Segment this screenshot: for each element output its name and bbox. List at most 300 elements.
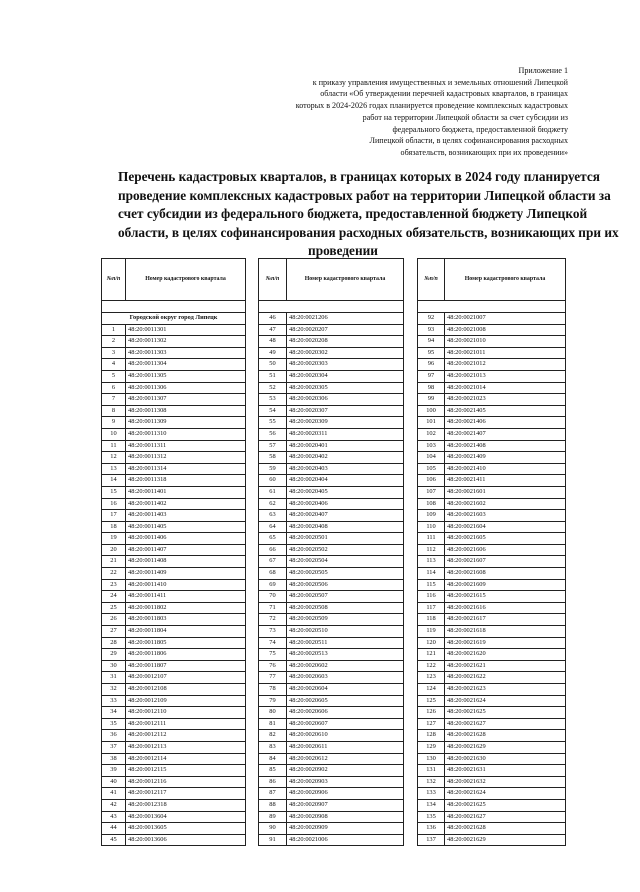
row-number: 51 bbox=[259, 370, 287, 382]
cadastral-quarter: 48:20:0021407 bbox=[445, 428, 566, 440]
table-row bbox=[418, 753, 566, 765]
table-row bbox=[418, 649, 566, 661]
table-row bbox=[418, 463, 566, 475]
cadastral-quarter: 48:20:0012111 bbox=[126, 718, 246, 730]
cadastral-quarter: 48:20:0012109 bbox=[126, 695, 246, 707]
header-quarter: Номер кадастрового квартала bbox=[287, 259, 404, 301]
table-row bbox=[102, 394, 246, 406]
row-number: 28 bbox=[102, 637, 126, 649]
cadastral-quarter: 48:20:0020605 bbox=[287, 695, 404, 707]
table-row bbox=[259, 440, 404, 452]
row-number: 42 bbox=[102, 799, 126, 811]
appendix-line: обязательств, возникающих при их проведении» bbox=[400, 147, 568, 157]
row-number: 110 bbox=[418, 521, 445, 533]
cadastral-quarter: 48:20:0021604 bbox=[445, 521, 566, 533]
cadastral-quarter: 48:20:0021632 bbox=[445, 776, 566, 788]
cadastral-quarter: 48:20:0020513 bbox=[287, 649, 404, 661]
row-number: 5 bbox=[102, 370, 126, 382]
cadastral-quarter: 48:20:0021023 bbox=[445, 394, 566, 406]
table-row bbox=[418, 556, 566, 568]
table-row bbox=[418, 695, 566, 707]
row-number: 122 bbox=[418, 660, 445, 672]
table-row bbox=[102, 741, 246, 753]
table-row bbox=[102, 510, 246, 522]
row-number: 121 bbox=[418, 649, 445, 661]
table-row bbox=[418, 394, 566, 406]
row-number: 31 bbox=[102, 672, 126, 684]
cadastral-quarter: 48:20:0020302 bbox=[287, 347, 404, 359]
row-number: 131 bbox=[418, 765, 445, 777]
table-row bbox=[102, 695, 246, 707]
cadastral-quarter: 48:20:0021605 bbox=[445, 533, 566, 545]
row-number: 11 bbox=[102, 440, 126, 452]
cadastral-quarter: 48:20:0020506 bbox=[287, 579, 404, 591]
table-row bbox=[102, 463, 246, 475]
table-row bbox=[102, 718, 246, 730]
cadastral-quarter: 48:20:0020607 bbox=[287, 718, 404, 730]
table-row bbox=[418, 359, 566, 371]
table-row bbox=[102, 591, 246, 603]
cadastral-quarter: 48:20:0020403 bbox=[287, 463, 404, 475]
row-number: 33 bbox=[102, 695, 126, 707]
table-row bbox=[259, 626, 404, 638]
cadastral-quarter: 48:20:0021406 bbox=[445, 417, 566, 429]
cadastral-quarter: 48:20:0021206 bbox=[287, 313, 404, 325]
table-row bbox=[418, 765, 566, 777]
cadastral-quarter: 48:20:0013605 bbox=[126, 823, 246, 835]
cadastral-quarter: 48:20:0020511 bbox=[287, 637, 404, 649]
table-header-row bbox=[418, 259, 566, 301]
table-row bbox=[259, 313, 404, 325]
table-row bbox=[418, 486, 566, 498]
title-line: счет субсидии из федерального бюджета, предоставленной бюджету Липецкой bbox=[118, 206, 588, 222]
table-row bbox=[259, 382, 404, 394]
row-number: 59 bbox=[259, 463, 287, 475]
cadastral-quarter: 48:20:0021631 bbox=[445, 765, 566, 777]
row-number: 14 bbox=[102, 475, 126, 487]
cadastral-quarter: 48:20:0020303 bbox=[287, 359, 404, 371]
table-row bbox=[418, 660, 566, 672]
table-row bbox=[259, 614, 404, 626]
cadastral-quarter: 48:20:0020309 bbox=[287, 417, 404, 429]
cadastral-quarter: 48:20:0011302 bbox=[126, 336, 246, 348]
table-row bbox=[418, 776, 566, 788]
title-line: проведении bbox=[308, 243, 378, 259]
table-row bbox=[418, 440, 566, 452]
cadastral-quarter: 48:20:0011802 bbox=[126, 602, 246, 614]
table-row bbox=[259, 684, 404, 696]
table-row bbox=[102, 765, 246, 777]
row-number: 127 bbox=[418, 718, 445, 730]
row-number: 90 bbox=[259, 823, 287, 835]
table-row bbox=[418, 428, 566, 440]
cadastral-quarter: 48:20:0021627 bbox=[445, 811, 566, 823]
cadastral-quarter: 48:20:0021620 bbox=[445, 649, 566, 661]
row-number: 25 bbox=[102, 602, 126, 614]
table-row bbox=[102, 579, 246, 591]
row-number: 91 bbox=[259, 834, 287, 846]
row-number: 29 bbox=[102, 649, 126, 661]
row-number: 111 bbox=[418, 533, 445, 545]
table-body bbox=[259, 259, 404, 846]
table-row bbox=[418, 452, 566, 464]
cadastral-quarter: 48:20:0011312 bbox=[126, 452, 246, 464]
table-row bbox=[102, 602, 246, 614]
cadastral-quarter: 48:20:0011305 bbox=[126, 370, 246, 382]
row-number: 44 bbox=[102, 823, 126, 835]
row-number: 86 bbox=[259, 776, 287, 788]
row-number: 9 bbox=[102, 417, 126, 429]
table-row bbox=[418, 811, 566, 823]
row-number: 47 bbox=[259, 324, 287, 336]
row-number: 43 bbox=[102, 811, 126, 823]
row-number: 61 bbox=[259, 486, 287, 498]
row-number: 137 bbox=[418, 834, 445, 846]
cadastral-quarter: 48:20:0021625 bbox=[445, 799, 566, 811]
title-line: Перечень кадастровых кварталов, в границах которых в 2024 году планируется bbox=[118, 169, 600, 184]
row-number: 60 bbox=[259, 475, 287, 487]
cadastral-quarter: 48:20:0021617 bbox=[445, 614, 566, 626]
cadastral-quarter: 48:20:0011307 bbox=[126, 394, 246, 406]
cadastral-quarter: 48:20:0013606 bbox=[126, 834, 246, 846]
table-row bbox=[418, 370, 566, 382]
row-number: 13 bbox=[102, 463, 126, 475]
cadastral-quarter: 48:20:0011406 bbox=[126, 533, 246, 545]
cadastral-quarter: 48:20:0021625 bbox=[445, 707, 566, 719]
table-row bbox=[259, 556, 404, 568]
cadastral-quarter: 48:20:0012110 bbox=[126, 707, 246, 719]
row-number: 37 bbox=[102, 741, 126, 753]
table-row bbox=[102, 405, 246, 417]
table-row bbox=[259, 823, 404, 835]
table-row bbox=[418, 568, 566, 580]
table-row bbox=[259, 428, 404, 440]
row-number: 84 bbox=[259, 753, 287, 765]
spacer-row bbox=[102, 301, 246, 313]
table-row bbox=[259, 336, 404, 348]
row-number: 112 bbox=[418, 544, 445, 556]
cadastral-quarter: 48:20:0021619 bbox=[445, 637, 566, 649]
cadastral-quarter: 48:20:0021603 bbox=[445, 510, 566, 522]
table-row bbox=[418, 544, 566, 556]
row-number: 34 bbox=[102, 707, 126, 719]
row-number: 95 bbox=[418, 347, 445, 359]
cadastral-quarter: 48:20:0012114 bbox=[126, 753, 246, 765]
table-row bbox=[102, 672, 246, 684]
table-row bbox=[418, 834, 566, 846]
row-number: 58 bbox=[259, 452, 287, 464]
table-row bbox=[102, 614, 246, 626]
row-number: 65 bbox=[259, 533, 287, 545]
table-row bbox=[102, 486, 246, 498]
row-number: 27 bbox=[102, 626, 126, 638]
table-row bbox=[102, 533, 246, 545]
table-row bbox=[418, 498, 566, 510]
table-row bbox=[102, 811, 246, 823]
row-number: 117 bbox=[418, 602, 445, 614]
row-number: 116 bbox=[418, 591, 445, 603]
table-row bbox=[102, 382, 246, 394]
cadastral-quarter: 48:20:0020404 bbox=[287, 475, 404, 487]
row-number: 78 bbox=[259, 684, 287, 696]
row-number: 23 bbox=[102, 579, 126, 591]
appendix-line: к приказу управления имущественных и земельных отношений Липецкой bbox=[312, 77, 568, 87]
table-row bbox=[418, 510, 566, 522]
cadastral-quarter: 48:20:0020508 bbox=[287, 602, 404, 614]
cadastral-quarter: 48:20:0021608 bbox=[445, 568, 566, 580]
table-row bbox=[259, 834, 404, 846]
row-number: 105 bbox=[418, 463, 445, 475]
appendix-header bbox=[228, 65, 568, 159]
table-row bbox=[259, 370, 404, 382]
row-number: 126 bbox=[418, 707, 445, 719]
row-number: 67 bbox=[259, 556, 287, 568]
table-row bbox=[418, 324, 566, 336]
cadastral-quarter: 48:20:0011405 bbox=[126, 521, 246, 533]
cadastral-quarter: 48:20:0020501 bbox=[287, 533, 404, 545]
cadastral-quarter: 48:20:0021629 bbox=[445, 741, 566, 753]
cadastral-quarter: 48:20:0011310 bbox=[126, 428, 246, 440]
cadastral-quarter: 48:20:0012107 bbox=[126, 672, 246, 684]
table-row bbox=[418, 741, 566, 753]
cadastral-quarter: 48:20:0020208 bbox=[287, 336, 404, 348]
table-row bbox=[418, 521, 566, 533]
row-number: 107 bbox=[418, 486, 445, 498]
cadastral-quarter: 48:20:0020909 bbox=[287, 823, 404, 835]
group-row bbox=[102, 313, 246, 325]
cadastral-quarter: 48:20:0020406 bbox=[287, 498, 404, 510]
table-row bbox=[259, 591, 404, 603]
row-number: 50 bbox=[259, 359, 287, 371]
cadastral-quarter: 48:20:0012112 bbox=[126, 730, 246, 742]
cadastral-quarter: 48:20:0021012 bbox=[445, 359, 566, 371]
row-number: 63 bbox=[259, 510, 287, 522]
row-number: 124 bbox=[418, 684, 445, 696]
cadastral-quarter: 48:20:0020610 bbox=[287, 730, 404, 742]
header-num: №п/п bbox=[259, 259, 287, 301]
cadastral-quarter: 48:20:0011408 bbox=[126, 556, 246, 568]
table-row bbox=[418, 626, 566, 638]
table-row bbox=[259, 405, 404, 417]
cadastral-quarter: 48:20:0020311 bbox=[287, 428, 404, 440]
row-number: 113 bbox=[418, 556, 445, 568]
row-number: 8 bbox=[102, 405, 126, 417]
table-row bbox=[259, 324, 404, 336]
table-row bbox=[102, 417, 246, 429]
row-number: 120 bbox=[418, 637, 445, 649]
table-row bbox=[259, 730, 404, 742]
spacer-cell bbox=[259, 301, 404, 313]
table-row bbox=[259, 394, 404, 406]
table-row bbox=[102, 799, 246, 811]
row-number: 97 bbox=[418, 370, 445, 382]
table-row bbox=[418, 788, 566, 800]
table-row bbox=[259, 544, 404, 556]
row-number: 77 bbox=[259, 672, 287, 684]
table-row bbox=[102, 823, 246, 835]
row-number: 57 bbox=[259, 440, 287, 452]
row-number: 66 bbox=[259, 544, 287, 556]
row-number: 54 bbox=[259, 405, 287, 417]
row-number: 4 bbox=[102, 359, 126, 371]
cadastral-quarter: 48:20:0020306 bbox=[287, 394, 404, 406]
table-row bbox=[102, 753, 246, 765]
row-number: 55 bbox=[259, 417, 287, 429]
table-row bbox=[418, 417, 566, 429]
table-row bbox=[102, 347, 246, 359]
row-number: 98 bbox=[418, 382, 445, 394]
table-row bbox=[259, 521, 404, 533]
cadastral-quarter: 48:20:0020507 bbox=[287, 591, 404, 603]
cadastral-quarter: 48:20:0020405 bbox=[287, 486, 404, 498]
cadastral-quarter: 48:20:0020408 bbox=[287, 521, 404, 533]
table-row bbox=[259, 579, 404, 591]
table-row bbox=[102, 788, 246, 800]
row-number: 87 bbox=[259, 788, 287, 800]
table-row bbox=[259, 359, 404, 371]
table-body bbox=[418, 259, 566, 846]
document-title bbox=[118, 168, 619, 261]
cadastral-quarter: 48:20:0011301 bbox=[126, 324, 246, 336]
cadastral-quarter: 48:20:0011807 bbox=[126, 660, 246, 672]
table-row bbox=[259, 753, 404, 765]
row-number: 75 bbox=[259, 649, 287, 661]
table-row bbox=[259, 498, 404, 510]
cadastral-quarter: 48:20:0021628 bbox=[445, 730, 566, 742]
cadastral-quarter: 48:20:0011314 bbox=[126, 463, 246, 475]
cadastral-quarter: 48:20:0021601 bbox=[445, 486, 566, 498]
row-number: 85 bbox=[259, 765, 287, 777]
cadastral-quarter: 48:20:0021616 bbox=[445, 602, 566, 614]
row-number: 19 bbox=[102, 533, 126, 545]
table-row bbox=[102, 649, 246, 661]
cadastral-quarter: 48:20:0011311 bbox=[126, 440, 246, 452]
table-row bbox=[418, 730, 566, 742]
table-row bbox=[259, 811, 404, 823]
table-header-row bbox=[259, 259, 404, 301]
cadastral-quarter: 48:20:0011806 bbox=[126, 649, 246, 661]
table-row bbox=[259, 672, 404, 684]
row-number: 71 bbox=[259, 602, 287, 614]
table-row bbox=[259, 417, 404, 429]
row-number: 89 bbox=[259, 811, 287, 823]
table-row bbox=[102, 730, 246, 742]
cadastral-quarter: 48:20:0020407 bbox=[287, 510, 404, 522]
table-row bbox=[418, 382, 566, 394]
row-number: 135 bbox=[418, 811, 445, 823]
cadastral-quarter: 48:20:0020401 bbox=[287, 440, 404, 452]
row-number: 108 bbox=[418, 498, 445, 510]
cadastral-quarter: 48:20:0021627 bbox=[445, 718, 566, 730]
table-row bbox=[418, 336, 566, 348]
appendix-line: федерального бюджета, предоставленной бюджету bbox=[392, 124, 568, 134]
row-number: 41 bbox=[102, 788, 126, 800]
cadastral-quarter: 48:20:0020510 bbox=[287, 626, 404, 638]
table-row bbox=[102, 498, 246, 510]
quarters-table-3 bbox=[417, 258, 566, 846]
cadastral-quarter: 48:20:0021618 bbox=[445, 626, 566, 638]
row-number: 40 bbox=[102, 776, 126, 788]
row-number: 20 bbox=[102, 544, 126, 556]
table-row bbox=[418, 591, 566, 603]
table-row bbox=[259, 452, 404, 464]
cadastral-quarter: 48:20:0011401 bbox=[126, 486, 246, 498]
cadastral-quarter: 48:20:0011805 bbox=[126, 637, 246, 649]
cadastral-quarter: 48:20:0021405 bbox=[445, 405, 566, 417]
row-number: 109 bbox=[418, 510, 445, 522]
cadastral-quarter: 48:20:0021621 bbox=[445, 660, 566, 672]
table-row bbox=[259, 475, 404, 487]
row-number: 56 bbox=[259, 428, 287, 440]
cadastral-quarter: 48:20:0020902 bbox=[287, 765, 404, 777]
row-number: 18 bbox=[102, 521, 126, 533]
cadastral-quarter: 48:20:0020502 bbox=[287, 544, 404, 556]
table-row bbox=[102, 428, 246, 440]
row-number: 128 bbox=[418, 730, 445, 742]
cadastral-quarter: 48:20:0021623 bbox=[445, 684, 566, 696]
cadastral-quarter: 48:20:0021629 bbox=[445, 834, 566, 846]
table-row bbox=[102, 660, 246, 672]
row-number: 88 bbox=[259, 799, 287, 811]
row-number: 104 bbox=[418, 452, 445, 464]
cadastral-quarter: 48:20:0020602 bbox=[287, 660, 404, 672]
quarters-table-2 bbox=[258, 258, 404, 846]
table-row bbox=[259, 602, 404, 614]
row-number: 30 bbox=[102, 660, 126, 672]
cadastral-quarter: 48:20:0011306 bbox=[126, 382, 246, 394]
row-number: 118 bbox=[418, 614, 445, 626]
cadastral-quarter: 48:20:0021010 bbox=[445, 336, 566, 348]
title-line: проведение комплексных кадастровых работ на территории Липецкой области за bbox=[118, 187, 611, 203]
row-number: 106 bbox=[418, 475, 445, 487]
table-row bbox=[102, 626, 246, 638]
cadastral-quarter: 48:20:0021408 bbox=[445, 440, 566, 452]
appendix-line: работ на территории Липецкой области за счет субсидии из bbox=[362, 112, 568, 122]
row-number: 123 bbox=[418, 672, 445, 684]
cadastral-quarter: 48:20:0020504 bbox=[287, 556, 404, 568]
header-quarter: Номер кадастрового квартала bbox=[445, 259, 566, 301]
cadastral-quarter: 48:20:0021602 bbox=[445, 498, 566, 510]
row-number: 24 bbox=[102, 591, 126, 603]
table-row bbox=[259, 463, 404, 475]
appendix-line: Приложение 1 bbox=[518, 66, 568, 75]
table-row bbox=[418, 347, 566, 359]
table-row bbox=[102, 637, 246, 649]
table-row bbox=[102, 707, 246, 719]
cadastral-quarter: 48:20:0020907 bbox=[287, 799, 404, 811]
row-number: 132 bbox=[418, 776, 445, 788]
row-number: 96 bbox=[418, 359, 445, 371]
row-number: 22 bbox=[102, 568, 126, 580]
table-row bbox=[418, 533, 566, 545]
table-row bbox=[418, 475, 566, 487]
table-row bbox=[418, 823, 566, 835]
row-number: 100 bbox=[418, 405, 445, 417]
row-number: 115 bbox=[418, 579, 445, 591]
cadastral-quarter: 48:20:0021606 bbox=[445, 544, 566, 556]
table-row bbox=[259, 707, 404, 719]
cadastral-quarter: 48:20:0020903 bbox=[287, 776, 404, 788]
table-row bbox=[259, 718, 404, 730]
row-number: 32 bbox=[102, 684, 126, 696]
table-row bbox=[259, 637, 404, 649]
cadastral-quarter: 48:20:0020402 bbox=[287, 452, 404, 464]
cadastral-quarter: 48:20:0020509 bbox=[287, 614, 404, 626]
table-row bbox=[418, 799, 566, 811]
cadastral-quarter: 48:20:0011803 bbox=[126, 614, 246, 626]
row-number: 52 bbox=[259, 382, 287, 394]
row-number: 16 bbox=[102, 498, 126, 510]
